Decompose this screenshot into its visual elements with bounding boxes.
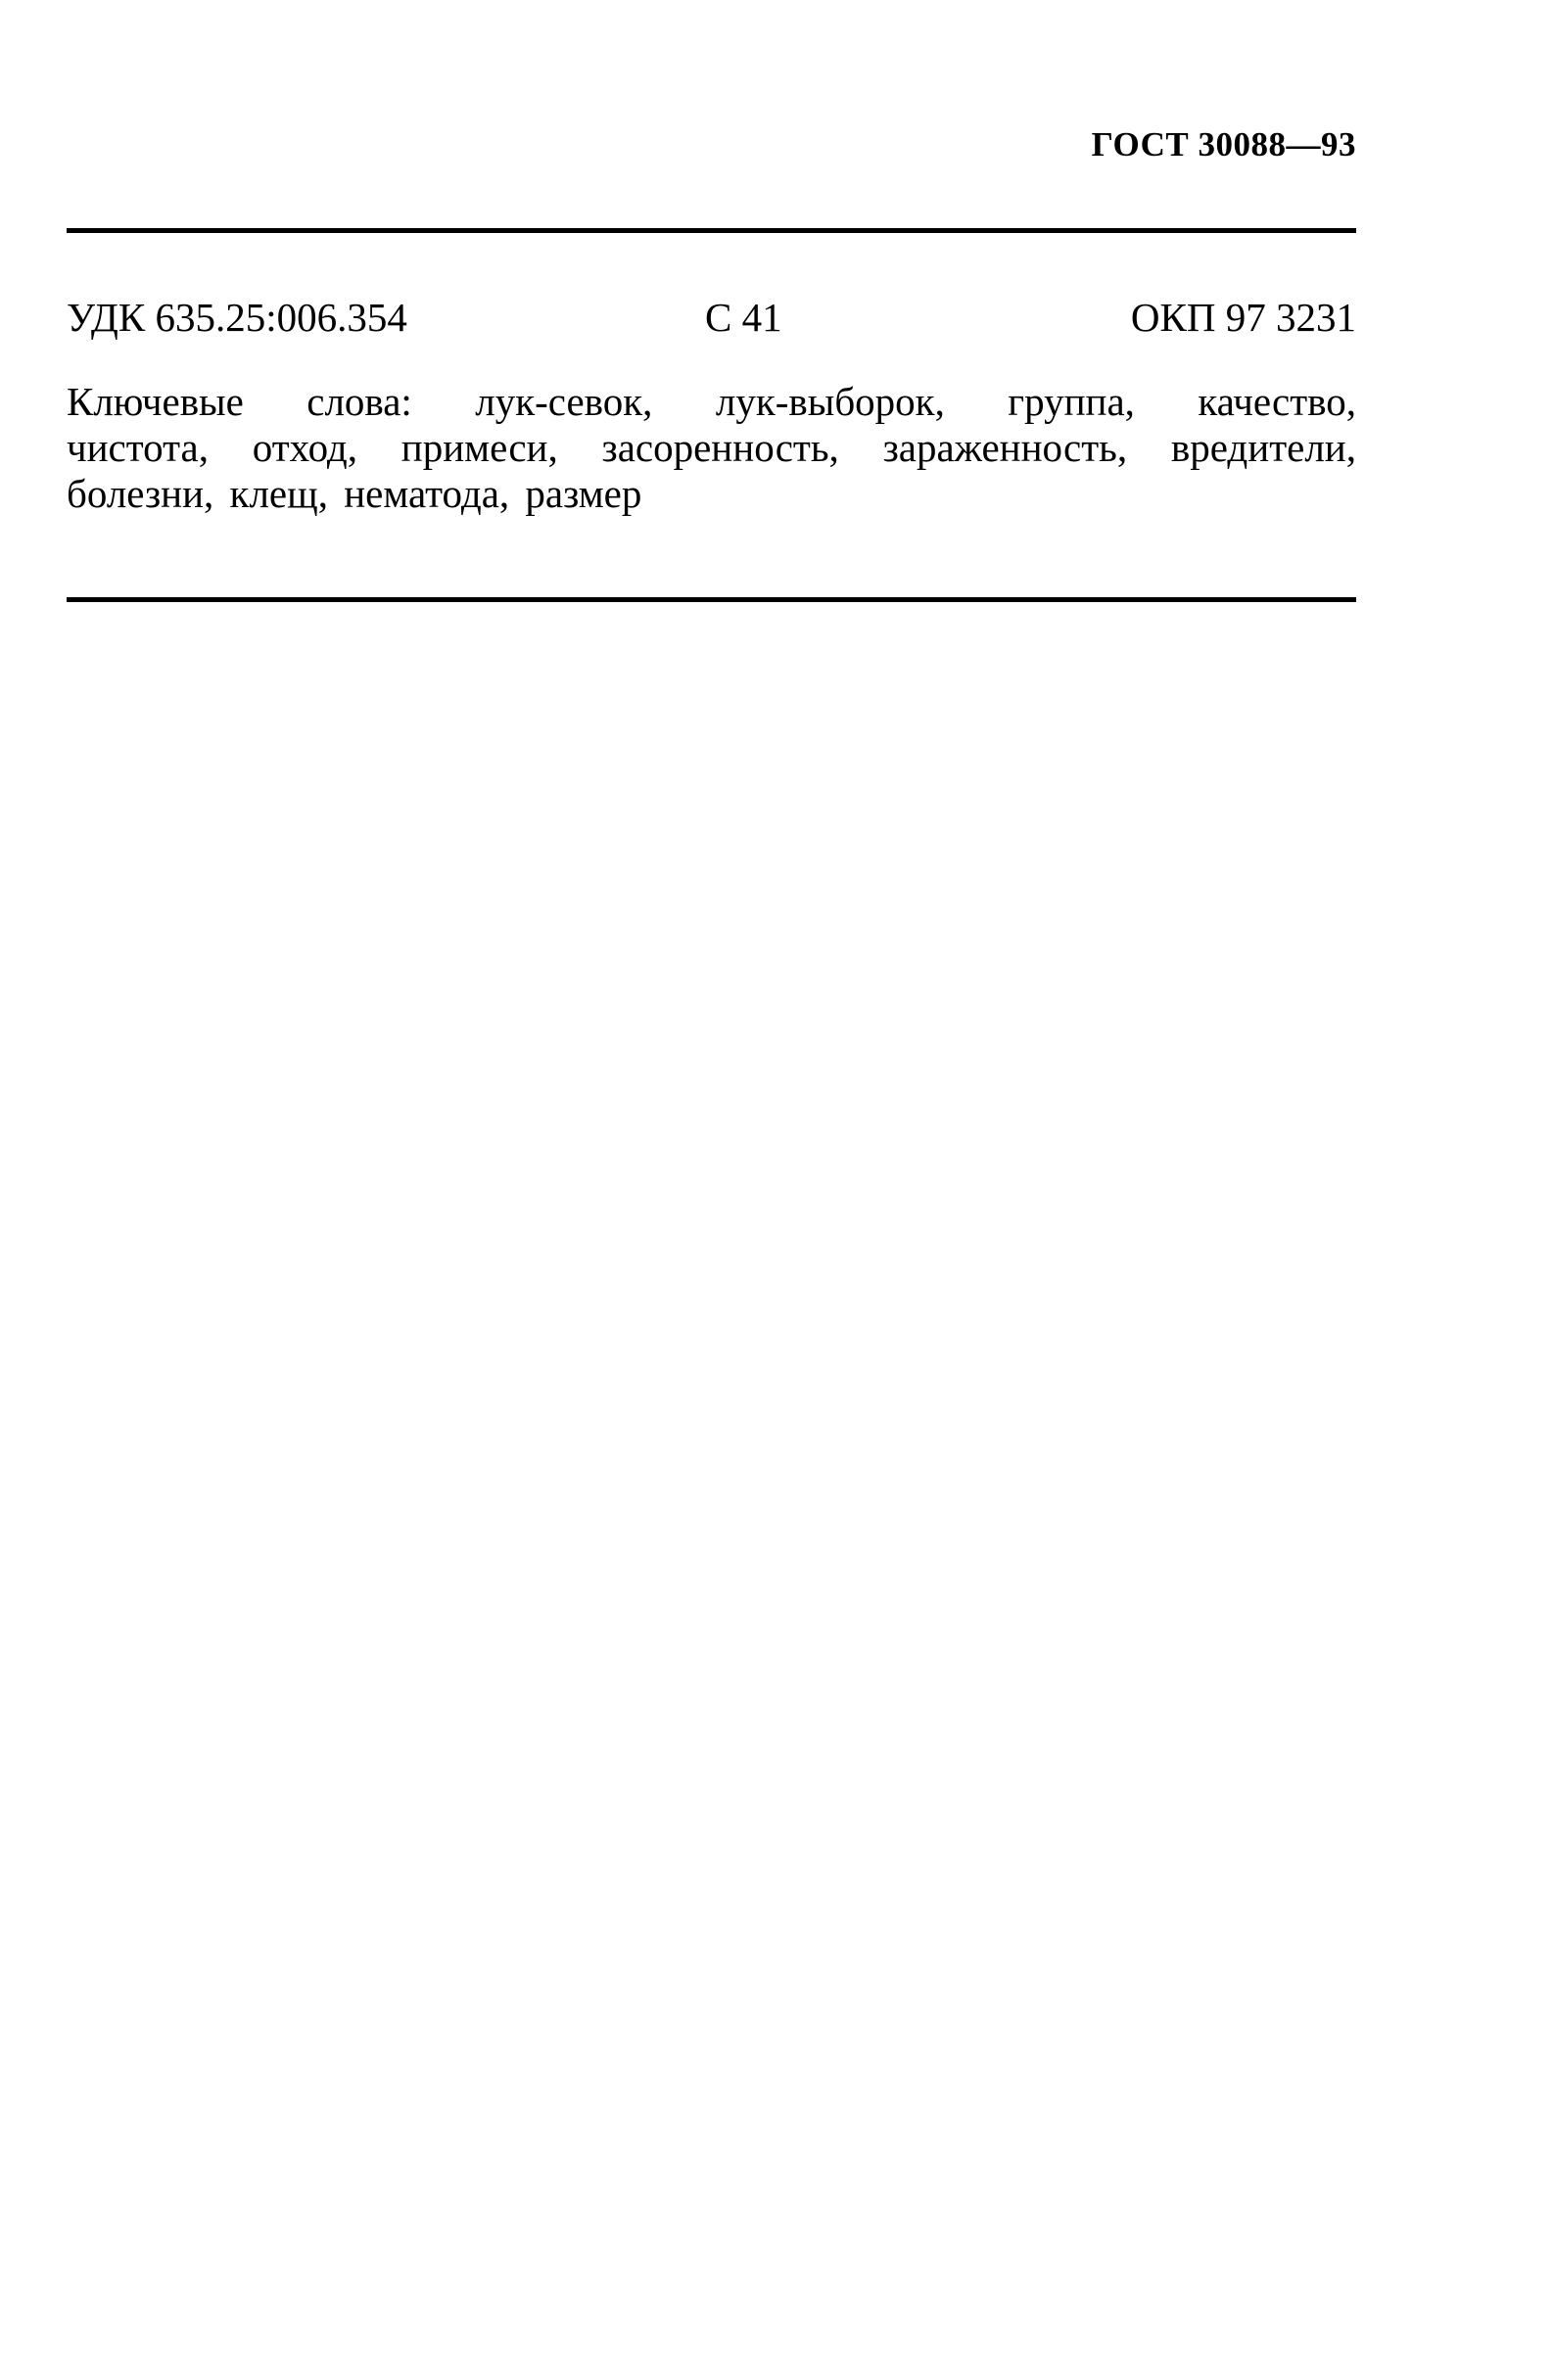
keywords-line-3: болезни, клещ, нематода, размер	[67, 471, 642, 516]
top-divider	[67, 228, 1356, 233]
udk-code: УДК 635.25:006.354	[67, 295, 407, 340]
classification-codes-row	[67, 294, 1356, 352]
keywords-line-2: чистота, отход, примеси, засоренность, зараженность, вредители,	[67, 425, 1356, 470]
standard-number-header: ГОСТ 30088—93	[1091, 125, 1356, 163]
bottom-divider	[67, 597, 1356, 602]
keywords-block	[67, 379, 1356, 517]
keywords-line-1: Ключевые слова: лук-севок, лук-выборок, группа, качество,	[67, 379, 1356, 424]
classification-code: С 41	[705, 295, 782, 340]
okp-code: ОКП 97 3231	[1130, 295, 1356, 340]
